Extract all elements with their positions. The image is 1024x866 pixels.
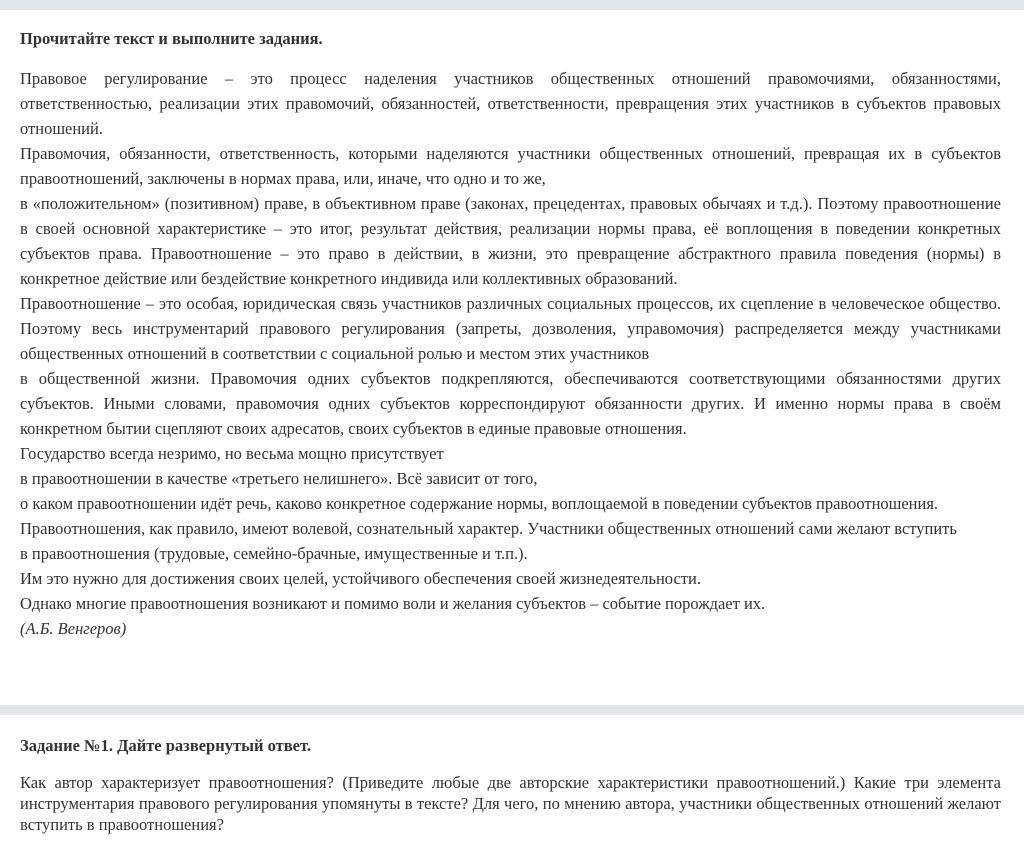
text-paragraph: Правовое регулирование – это процесс наделения участников общественных отношений правомочиями, обязанностями, ответственностью, реализации этих правомочий, обязанностей, ответственности, превращения этих участников в субъектов правовых отношений. (20, 69, 1001, 138)
text-paragraph: в общественной жизни. Правомочия одних субъектов подкрепляются, обеспечиваются соответствующими обязанностями других субъектов. Иными словами, правомочия одних субъектов корреспондируют обязанности других. И именно нормы права в своём конкретном бытии сцепляют своих адресатов, своих субъектов в единые правовые отношения. (20, 369, 1001, 438)
reading-text-card (0, 10, 1024, 705)
text-paragraph: Правомочия, обязанности, ответственность, которыми наделяются участники общественных отношений, превращая их в субъектов правоотношений, заключены в нормах права, или, иначе, что одно и то же, (20, 144, 1001, 188)
task-question: Как автор характеризует правоотношения? (Приведите любые две авторские характеристики правоотношений.) Какие три элемента инструментария правового регулирования упомянуты в тексте? Для чего, по мнению автора, участники общественных отношений желают вступить в правоотношения? (20, 773, 1001, 834)
text-paragraph: о каком правоотношении идёт речь, каково конкретное содержание нормы, воплощаемой в поведении субъектов правоотношения. (20, 494, 939, 513)
section-divider (0, 705, 1024, 715)
reading-text (20, 66, 1001, 641)
reading-heading: Прочитайте текст и выполните задания. (20, 29, 323, 48)
text-paragraph: в «положительном» (позитивном) праве, в объективном праве (законах, прецедентах, правовых обычаях и т.д.). Поэтому правоотношение в своей основной характеристике – это итог, результат действия, реализации нормы права, её воплощения в поведении конкретных субъектов права. Правоотношение – это право в действии, в жизни, это превращение абстрактного правила поведения (нормы) в конкретное действие или бездействие конкретного индивида или коллективных образований. (20, 194, 1001, 288)
text-paragraph: Правоотношения, как правило, имеют волевой, сознательный характер. Участники общественных отношений сами желают вступить (20, 519, 957, 538)
text-paragraph: Государство всегда незримо, но весьма мощно присутствует (20, 444, 444, 463)
text-paragraph: Правоотношение – это особая, юридическая связь участников различных социальных процессов, их сцепление в человеческое общество. Поэтому весь инструментарий правового регулирования (запреты, дозволения, управомочия) распределяется между участниками общественных отношений в соответствии с социальной ролью и местом этих участников (20, 294, 1001, 363)
text-paragraph: в правоотношения (трудовые, семейно-брачные, имущественные и т.п.). (20, 544, 528, 563)
author-attribution: (А.Б. Венгеров) (20, 619, 127, 638)
task-heading: Задание №1. Дайте развернутый ответ. (20, 736, 311, 755)
top-strip (0, 0, 1024, 10)
task-card (0, 715, 1024, 866)
text-paragraph: Однако многие правоотношения возникают и помимо воли и желания субъектов – событие порождает их. (20, 594, 766, 613)
text-paragraph: в правоотношении в качестве «третьего нелишнего». Всё зависит от того, (20, 469, 538, 488)
text-paragraph: Им это нужно для достижения своих целей, устойчивого обеспечения своей жизнедеятельности. (20, 569, 701, 588)
